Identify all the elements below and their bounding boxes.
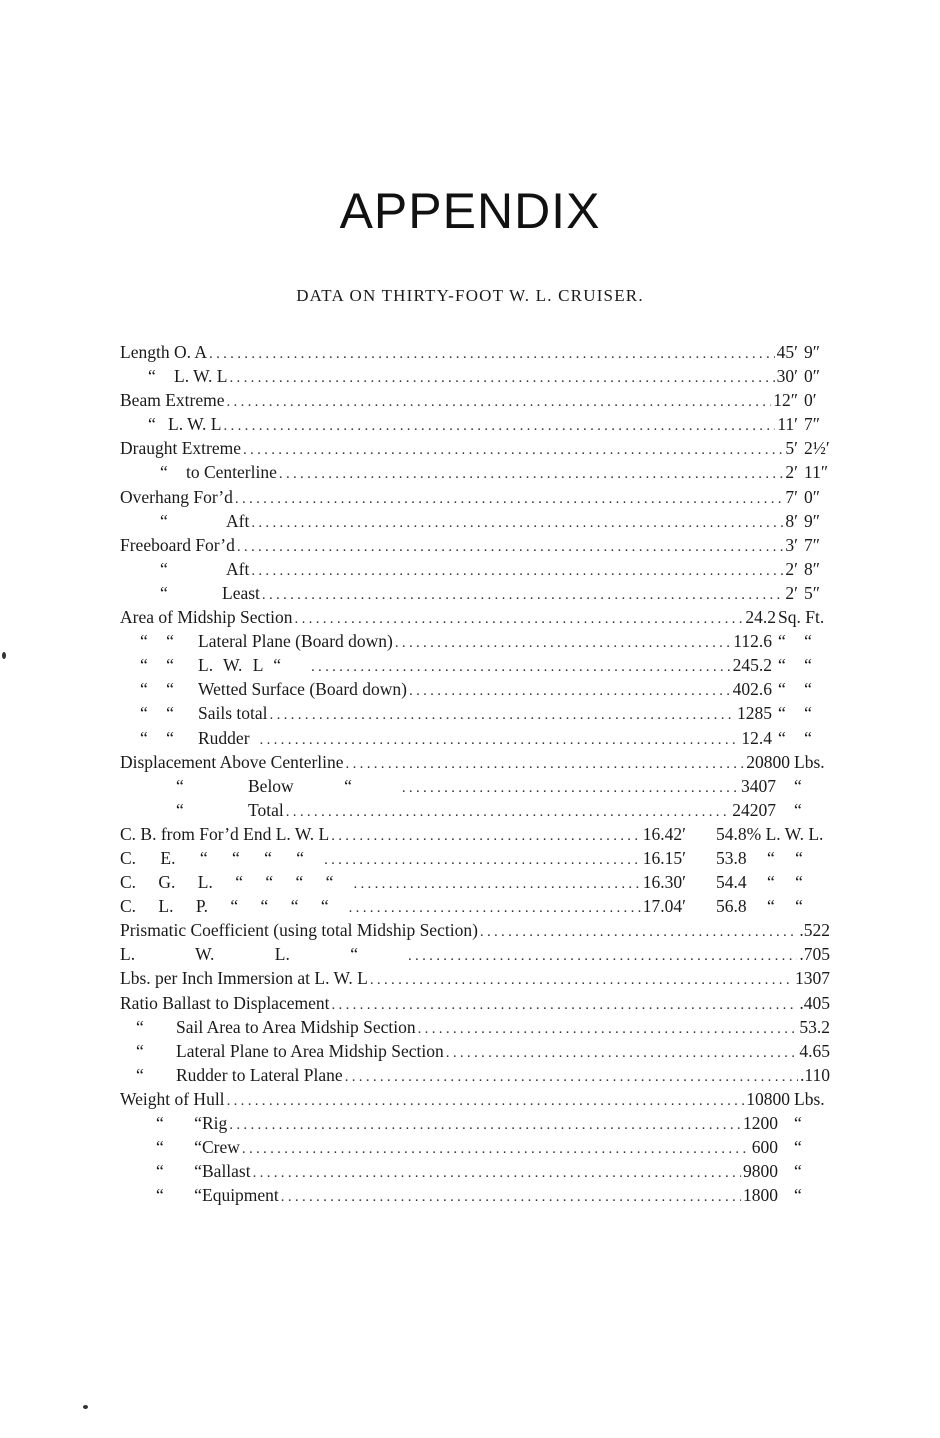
row-label: Length O. A (120, 342, 208, 362)
row-label: L. W. L (174, 366, 228, 387)
row-label: Ratio Ballast to Displacement (120, 992, 330, 1013)
data-row-length-lwl (120, 364, 830, 388)
ditto-mark: “ (136, 1064, 144, 1085)
scan-speck (83, 1405, 88, 1409)
row-value: 24.2 (745, 607, 776, 628)
dot-leader (209, 342, 775, 366)
row-value: 1800 (743, 1185, 778, 1206)
ditto-mark: “ “ (156, 1185, 202, 1206)
row-label: C. E. “ “ “ “ (120, 847, 305, 868)
row-unit: “ (794, 1185, 802, 1206)
row-value: 30′ (776, 366, 798, 387)
row-label: Displacement Above Centerline (120, 751, 344, 772)
ditto-mark: “ (160, 510, 168, 531)
data-row-weight-hull (120, 1087, 830, 1111)
row-unit: “ (794, 1161, 802, 1182)
row-label: Lateral Plane to Area Midship Section (176, 1040, 444, 1061)
data-row-weight-rig (120, 1111, 830, 1135)
row-unit: Lbs. (794, 751, 825, 772)
data-row-weight-ballast (120, 1159, 830, 1183)
dot-leader (226, 390, 771, 414)
row-unit: Sq. Ft. (778, 607, 825, 628)
page-subtitle: DATA ON THIRTY-FOOT W. L. CRUISER. (296, 286, 644, 305)
ditto-mark: “ “ (140, 727, 174, 748)
row-unit: 5″ (804, 582, 821, 603)
row-value: 2′ (785, 558, 798, 579)
dot-leader (395, 631, 731, 655)
row-unit: 11″ (804, 462, 829, 483)
row-label: Aft (226, 558, 250, 579)
ditto-mark: “ (136, 1016, 144, 1037)
row-value: 12.4 (741, 727, 772, 748)
row-value: 402.6 (732, 679, 772, 700)
data-row-length-oa (120, 340, 830, 364)
row-label: Lateral Plane (Board down) (198, 631, 393, 652)
row-unit: “ (794, 799, 802, 820)
data-row-area-midship (120, 605, 830, 629)
ditto-mark: “ “ (156, 1113, 202, 1133)
row-value: 53.2 (799, 1016, 830, 1037)
row-value: 10800 (746, 1088, 790, 1109)
row-label: Freeboard For’d (120, 534, 235, 555)
data-row-prismatic-lwl (120, 942, 830, 966)
dot-leader (229, 1113, 741, 1137)
row-value: 245.2 (732, 655, 772, 676)
row-label: Wetted Surface (Board down) (198, 679, 408, 700)
row-value: 112.6 (733, 631, 772, 652)
row-value: 5′ (785, 438, 798, 459)
data-row-displacement-above (120, 750, 830, 774)
dot-leader (324, 848, 641, 872)
dot-leader (237, 535, 784, 559)
page-title: APPENDIX (339, 183, 601, 239)
dot-leader (251, 559, 783, 583)
row-label: Rig (202, 1113, 228, 1133)
dot-leader (281, 1185, 741, 1209)
data-row-weight-crew (120, 1135, 830, 1159)
row-value: .705 (799, 944, 830, 965)
data-row-overhang-aft (120, 509, 830, 533)
ditto-mark: “ “ (156, 1161, 202, 1182)
row-value: .522 (799, 920, 830, 941)
row-label: C. B. from For’d End L. W. L (120, 823, 330, 844)
row-label: Sails total (198, 703, 268, 724)
row-value: 1200 (743, 1113, 778, 1133)
row-value: .405 (799, 992, 830, 1013)
dot-leader (262, 583, 784, 607)
data-row-lbs-per-inch (120, 966, 830, 990)
row-label: Beam Extreme (120, 390, 225, 411)
row-value: 2′ (785, 462, 798, 483)
row-unit: “ “ (778, 727, 812, 748)
data-row-freeboard-least (120, 581, 830, 605)
dot-leader (402, 776, 739, 800)
row-percent: 54.4 “ “ (716, 872, 803, 893)
row-label: L. W. L (168, 414, 222, 435)
ditto-mark: “ (160, 558, 168, 579)
row-unit: 0″ (804, 366, 821, 387)
row-value: .110 (800, 1064, 830, 1085)
ditto-mark: “ “ (140, 679, 174, 700)
row-label: C. L. P. “ “ “ “ (120, 896, 329, 917)
data-row-area-sails (120, 701, 830, 725)
dot-leader (253, 1161, 741, 1185)
data-row-freeboard-ford (120, 533, 830, 557)
data-row-beam-lwl (120, 412, 830, 436)
data-row-displacement-below (120, 774, 830, 798)
data-row-ratio-lateral-plane (120, 1039, 830, 1063)
scan-speck (2, 652, 6, 659)
row-value: 12″ (773, 390, 798, 411)
data-row-displacement-total (120, 798, 830, 822)
row-value: 17.04′ (642, 896, 686, 917)
row-value: 24207 (732, 799, 776, 820)
data-row-overhang-ford (120, 485, 830, 509)
row-label: Aft (226, 510, 250, 531)
data-row-freeboard-aft (120, 557, 830, 581)
dot-leader (480, 920, 797, 944)
row-value: 8′ (785, 510, 798, 531)
data-row-area-rudder (120, 726, 830, 750)
ditto-mark: “ “ (156, 1137, 202, 1158)
row-value: 45′ (776, 342, 798, 362)
data-row-area-lwl (120, 653, 830, 677)
row-label: Rudder to Lateral Plane (176, 1064, 343, 1085)
row-unit: 0″ (804, 486, 821, 507)
row-value: 2′ (785, 582, 798, 603)
dot-leader (418, 1017, 798, 1041)
ditto-mark: “ (148, 414, 156, 435)
row-label: Prismatic Coefficient (using total Midship Section) (120, 920, 478, 941)
row-unit: “ (794, 775, 802, 796)
data-row-center-effort (120, 846, 830, 870)
row-value: 1285 (737, 703, 772, 724)
row-unit: 9″ (804, 510, 821, 531)
dot-leader (311, 655, 731, 679)
row-unit: 7″ (804, 534, 821, 555)
row-unit: 8″ (804, 558, 821, 579)
row-percent: 53.8 “ “ (716, 847, 803, 868)
row-percent: 56.8 “ “ (716, 896, 803, 917)
row-value: 1307 (795, 968, 830, 989)
row-label: Lbs. per Inch Immersion at L. W. L (120, 968, 368, 989)
dot-leader (251, 511, 783, 535)
row-unit: 9″ (804, 342, 821, 362)
row-unit: 2½′ (804, 438, 830, 459)
row-label: L. W. L. “ (120, 944, 358, 965)
dot-leader (279, 462, 784, 486)
ditto-mark: “ (148, 366, 156, 387)
dot-leader (349, 896, 641, 920)
row-unit: “ “ (778, 703, 812, 724)
row-label: Area of Midship Section (120, 607, 293, 628)
row-label: Sail Area to Area Midship Section (176, 1016, 416, 1037)
row-label: Ballast (202, 1161, 251, 1182)
row-label: Equipment (202, 1185, 279, 1206)
data-row-area-lateral-plane (120, 629, 830, 653)
dot-leader (408, 944, 797, 968)
row-unit: “ “ (778, 655, 812, 676)
row-value: 4.65 (799, 1040, 830, 1061)
row-label: Crew (202, 1137, 240, 1158)
dot-leader (346, 752, 745, 776)
row-label: Overhang For’d (120, 486, 233, 507)
ditto-mark: “ “ (140, 631, 174, 652)
row-label: Below “ (248, 775, 352, 796)
row-label: Least (222, 582, 260, 603)
data-row-draught-extreme (120, 436, 830, 460)
dot-leader (446, 1041, 798, 1065)
row-label: Draught Extreme (120, 438, 241, 459)
dot-leader (270, 703, 735, 727)
data-row-draught-centerline (120, 460, 830, 484)
dot-leader (370, 968, 793, 992)
row-label: L. W. L “ (198, 655, 281, 676)
data-row-ratio-ballast (120, 991, 830, 1015)
data-row-center-gravity-lateral (120, 870, 830, 894)
dot-leader (260, 728, 740, 752)
dot-leader (409, 679, 731, 703)
row-value: 600 (751, 1137, 778, 1158)
dot-leader (235, 487, 784, 511)
row-value: 9800 (743, 1161, 778, 1182)
row-percent: 54.8% L. W. L. (716, 823, 824, 844)
row-label: Rudder (198, 727, 250, 748)
row-unit: “ “ (778, 631, 812, 652)
dot-leader (223, 414, 775, 438)
dot-leader (242, 1137, 750, 1161)
dot-leader (331, 993, 797, 1017)
row-label: Weight of Hull (120, 1088, 225, 1109)
data-row-beam-extreme (120, 388, 830, 412)
data-row-ratio-sail-area (120, 1015, 830, 1039)
row-label: C. G. L. “ “ “ “ (120, 872, 334, 893)
ditto-mark: “ “ (140, 655, 174, 676)
row-value: 7′ (785, 486, 798, 507)
row-value: 3407 (741, 775, 776, 796)
row-label: to Centerline (186, 462, 277, 483)
dot-leader (345, 1065, 798, 1089)
row-unit: “ (794, 1137, 802, 1158)
row-value: 3′ (785, 534, 798, 555)
ditto-mark: “ (136, 1040, 144, 1061)
row-value: 16.30′ (642, 872, 686, 893)
dot-leader (331, 824, 641, 848)
dot-leader (229, 366, 774, 390)
dot-leader (227, 1089, 745, 1113)
ditto-mark: “ (176, 799, 184, 820)
data-row-weight-equipment (120, 1183, 830, 1207)
ditto-mark: “ (176, 775, 184, 796)
row-value: 11′ (777, 414, 798, 435)
row-unit: 7″ (804, 414, 821, 435)
ditto-mark: “ (160, 582, 168, 603)
row-value: 16.15′ (642, 847, 686, 868)
row-unit: “ “ (778, 679, 812, 700)
data-row-ratio-rudder (120, 1063, 830, 1087)
ditto-mark: “ (160, 462, 168, 483)
row-unit: “ (794, 1113, 802, 1133)
cruiser-data-table (120, 340, 830, 1207)
dot-leader (295, 607, 744, 631)
dot-leader (243, 438, 783, 462)
row-unit: 0′ (804, 390, 817, 411)
data-row-prismatic-coefficient (120, 918, 830, 942)
row-value: 20800 (746, 751, 790, 772)
ditto-mark: “ “ (140, 703, 174, 724)
dot-leader (286, 800, 731, 824)
row-unit: Lbs. (794, 1088, 825, 1109)
row-label: Total (248, 799, 284, 820)
row-value: 16.42′ (642, 823, 686, 844)
data-row-center-buoyancy (120, 822, 830, 846)
dot-leader (353, 872, 640, 896)
data-row-center-lateral-plane (120, 894, 830, 918)
data-row-area-wetted-surface (120, 677, 830, 701)
